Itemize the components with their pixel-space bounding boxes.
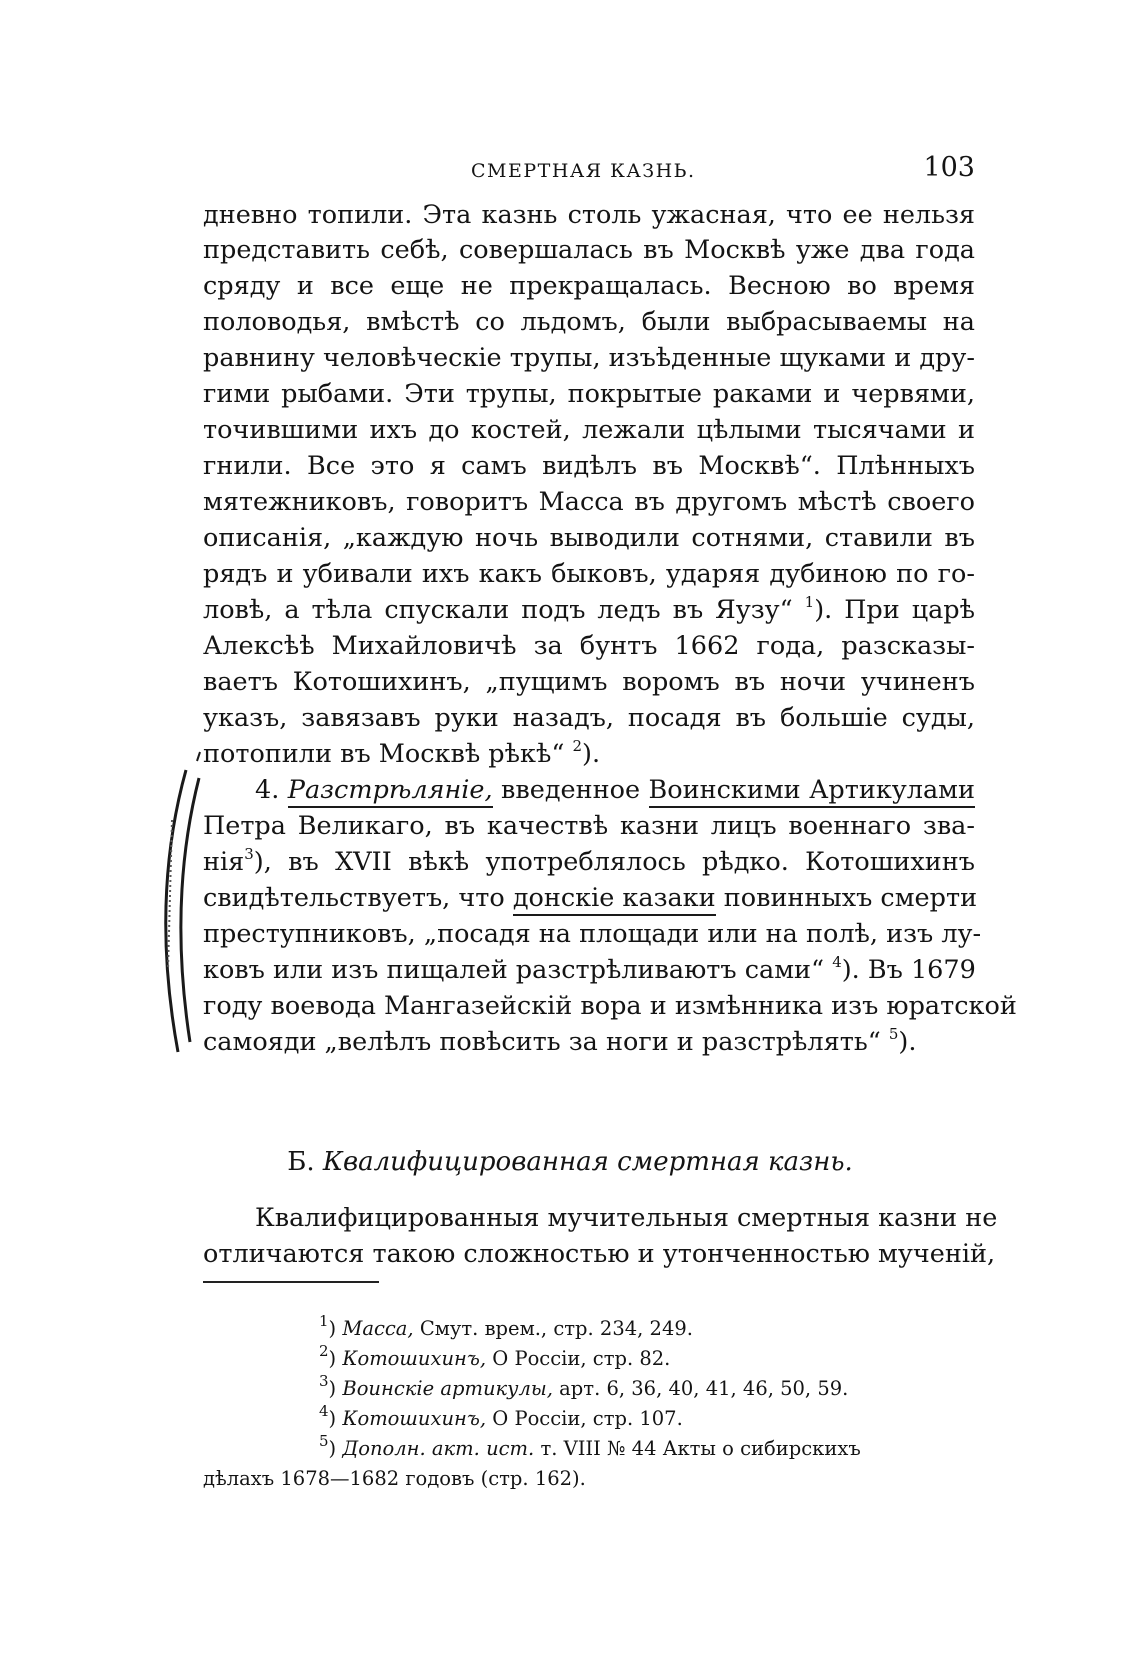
footnote-number: 5 [319,1431,329,1450]
footnote-ref[interactable]: 4 [832,952,842,971]
footnote-author: Котошихинъ, [342,1407,487,1430]
text-line: указъ, завязавъ руки назадъ, посадя въ большіе суды, [203,703,975,733]
page-number: 103 [923,152,975,183]
text-span: введенное [501,775,641,805]
text-line: мятежниковъ, говоритъ Масса въ другомъ мѣстѣ своего [203,487,975,517]
margin-tick-mark [197,752,200,761]
footnote-number: 1 [319,1311,329,1330]
footnote-text: т. VIII № 44 Акты о сибирскихъ [534,1437,861,1460]
text-line: преступниковъ, „посадя на площади или на полѣ, изъ лу- [203,919,982,949]
text-span: ловѣ, а тѣла спускали подъ ледъ въ Яузу“ [203,595,793,625]
text-line: году воевода Мангазейскій вора и измѣнника изъ юратской [203,991,1017,1021]
footnote-text: Смут. врем., стр. 234, 249. [413,1317,693,1340]
text-span: свидѣтельствуетъ, что [203,883,505,913]
text-span: ). При царѣ [814,595,976,625]
text-line: ваетъ Котошихинъ, „пущимъ воромъ въ ночи учиненъ [203,667,975,697]
running-title: СМЕРТНАЯ КАЗНЬ. [471,160,696,182]
section-title: Квалифицированная смертная казнь. [322,1147,853,1177]
footnote-ref[interactable]: 2 [572,736,583,755]
text-line: гнили. Все это я самъ видѣлъ въ Москвѣ“. Плѣнныхъ [203,451,975,481]
footnote-author: Дополн. акт. ист. [342,1437,535,1460]
footnote-number: 3 [319,1371,329,1390]
text-span: ), въ XVII вѣкѣ употреблялось рѣдко. Котошихинъ [253,847,975,877]
text-span: самояди „велѣлъ повѣсить за ноги и разстрѣлять“ [203,1027,881,1057]
text-line: равнину человѣческіе трупы, изъѣденные щуками и дру- [203,343,975,373]
text-line: отличаются такою сложностью и утонченностью мученій, [203,1239,996,1269]
text-span: ). Въ 1679 [841,955,976,985]
footnote-ref[interactable]: 5 [888,1024,899,1043]
text-line: Алексѣѣ Михайловичѣ за бунтъ 1662 года, разсказы- [203,631,975,661]
footnote-author: Масса, [342,1317,414,1340]
underlined-source: Воинскими Артикулами [649,775,975,808]
footnote-text: арт. 6, 36, 40, 41, 46, 50, 59. [552,1377,849,1400]
footnote-ref[interactable]: 3 [244,844,254,863]
text-line: дневно топили. Эта казнь столь ужасная, что ее нельзя [203,200,975,230]
footnote-text: О Россіи, стр. 107. [486,1407,683,1430]
footnote: $^5$) Дополн. акт. ист. т. VIII № 44 Акты о сибирскихъ [319,1431,861,1460]
footnote-ref[interactable]: 1 [804,592,815,611]
item-number: 4. [255,775,280,805]
text-span: ковъ или изъ пищалей разстрѣливаютъ сами“ [203,955,825,985]
footnote-text: О Россіи, стр. 82. [486,1347,671,1370]
text-line: гими рыбами. Эти трупы, покрытые раками и червями, [203,379,975,409]
text-span: нія [203,847,245,877]
text-line: Квалифицированныя мучительныя смертныя казни не [255,1203,998,1233]
footnote: $^2$) Котошихинъ, О Россіи, стр. 82. [319,1341,671,1370]
text-span: повинныхъ смерти [723,883,978,913]
text-line: точившими ихъ до костей, лежали цѣлыми тысячами и [203,415,975,445]
footnote: $^1$) Масса, Смут. врем., стр. 234, 249. [319,1311,693,1340]
footnote-author: Котошихинъ, [342,1347,487,1370]
section-letter: Б. [287,1147,315,1177]
footnote-number: 4 [319,1401,329,1420]
text-span: ). [582,739,601,769]
text-span: ). [898,1027,917,1057]
margin-bracket-mark [181,778,199,1042]
footnote-continuation: дѣлахъ 1678—1682 годовъ (стр. 162). [203,1467,586,1490]
text-line: сряду и все еще не прекращалась. Весною во время [203,271,975,301]
text-line: описанія, „каждую ночь выводили сотнями, ставили въ [203,523,975,553]
underlined-term: Разстрѣляніе, [288,775,493,808]
text-line: Петра Великаго, въ качествѣ казни лицъ военнаго зва- [203,811,975,841]
text-line: рядъ и убивали ихъ какъ быковъ, ударяя дубиною по го- [203,559,975,589]
text-line: половодья, вмѣстѣ со льдомъ, были выбрасываемы на [203,307,975,337]
footnote-author: Воинскіе артикулы, [342,1377,553,1400]
text-span: потопили въ Москвѣ рѣкѣ“ [203,739,565,769]
text-line: представить себѣ, совершалась въ Москвѣ уже два года [203,235,975,265]
footnote-number: 2 [319,1341,329,1360]
footnote: $^3$) Воинскіе артикулы, арт. 6, 36, 40, 41, 46, 50, 59. [319,1371,849,1400]
underlined-phrase: донскіе казаки [513,883,716,916]
footnote: $^4$) Котошихинъ, О Россіи, стр. 107. [319,1401,683,1430]
